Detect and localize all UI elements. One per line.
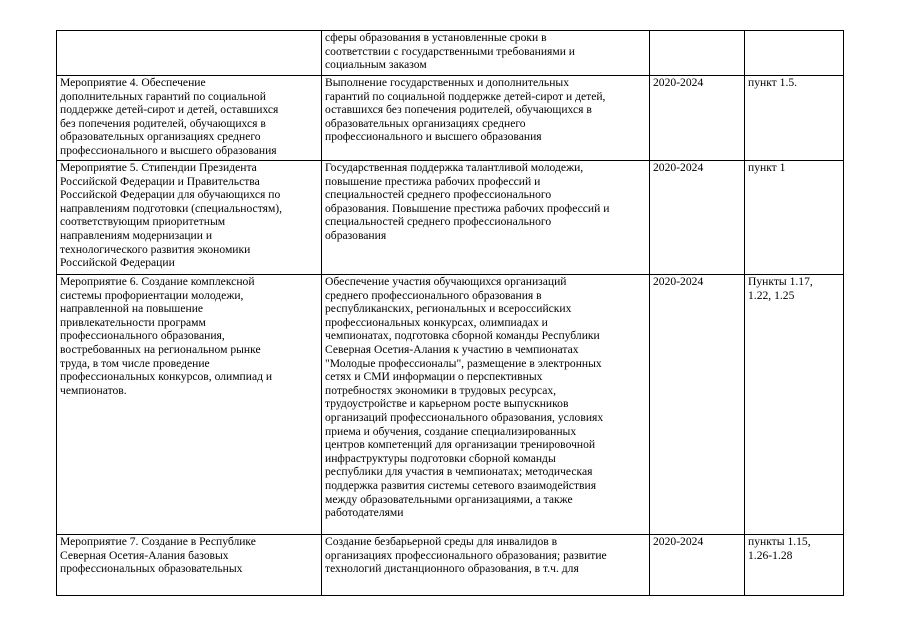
- points-cell: пункты 1.15, 1.26-1.28: [745, 535, 844, 596]
- points-cell: пункт 1.5.: [745, 76, 844, 161]
- points-cell: Пункты 1.17, 1.22, 1.25: [745, 275, 844, 535]
- period-cell: 2020-2024: [650, 275, 745, 535]
- period-cell: [650, 31, 745, 76]
- result-cell: сферы образования в установленные сроки в соответствии с государственными требованиями и социальным заказом: [322, 31, 650, 76]
- table-row: [57, 535, 844, 596]
- event-cell: Мероприятие 7. Создание в Республике Северная Осетия-Алания базовых профессиональных образовательных: [57, 535, 322, 596]
- table-row: [57, 76, 844, 161]
- result-cell: Обеспечение участия обучающихся организаций среднего профессионального образования в республиканских, региональных и всероссийских профессиональных конкурсах, олимпиадах и чемпионатах, подготовка сборной команды Республики Северная Осетия-Алания к участию в чемпионатах "Молодые профессионалы", размещение в электронных сетях и СМИ информации о перспективных потребностях экономики в трудовых ресурсах, трудоустройстве и карьерном росте выпускников организаций профессионального образования, условиях приема и обучения, создание специализированных центров компетенций для организации тренировочной инфраструктуры подготовки сборной команды республики для участия в чемпионатах; методическая поддержка развития системы сетевого взаимодействия между образовательными организациями, а также работодателями: [322, 275, 650, 535]
- period-cell: 2020-2024: [650, 76, 745, 161]
- table-row: [57, 161, 844, 275]
- event-cell: Мероприятие 4. Обеспечение дополнительных гарантий по социальной поддержке детей-сирот и детей, оставшихся без попечения родителей, обучающихся в образовательных организациях среднего профессионального и высшего образования: [57, 76, 322, 161]
- result-cell: Создание безбарьерной среды для инвалидов в организациях профессионального образования; развитие технологий дистанционного образования, в т.ч. для: [322, 535, 650, 596]
- period-cell: 2020-2024: [650, 535, 745, 596]
- event-cell: [57, 31, 322, 76]
- result-cell: Государственная поддержка талантливой молодежи, повышение престижа рабочих профессий и специальностей среднего профессионального образования. Повышение престижа рабочих профессий и специальностей среднего профессионального образования: [322, 161, 650, 275]
- event-cell: Мероприятие 5. Стипендии Президента Российской Федерации и Правительства Российской Федерации для обучающихся по направлениям подготовки (специальностям), соответствующим приоритетным направлениям модернизации и технологического развития экономики Российской Федерации: [57, 161, 322, 275]
- period-cell: 2020-2024: [650, 161, 745, 275]
- program-activities-table: [56, 30, 844, 596]
- table-row: [57, 275, 844, 535]
- points-cell: [745, 31, 844, 76]
- event-cell: Мероприятие 6. Создание комплексной системы профориентации молодежи, направленной на повышение привлекательности программ профессионального образования, востребованных на региональном рынке труда, в том числе проведение профессиональных конкурсов, олимпиад и чемпионатов.: [57, 275, 322, 535]
- result-cell: Выполнение государственных и дополнительных гарантий по социальной поддержке детей-сирот и детей, оставшихся без попечения родителей, обучающихся в образовательных организациях среднего профессионального и высшего образования: [322, 76, 650, 161]
- table-row: [57, 31, 844, 76]
- points-cell: пункт 1: [745, 161, 844, 275]
